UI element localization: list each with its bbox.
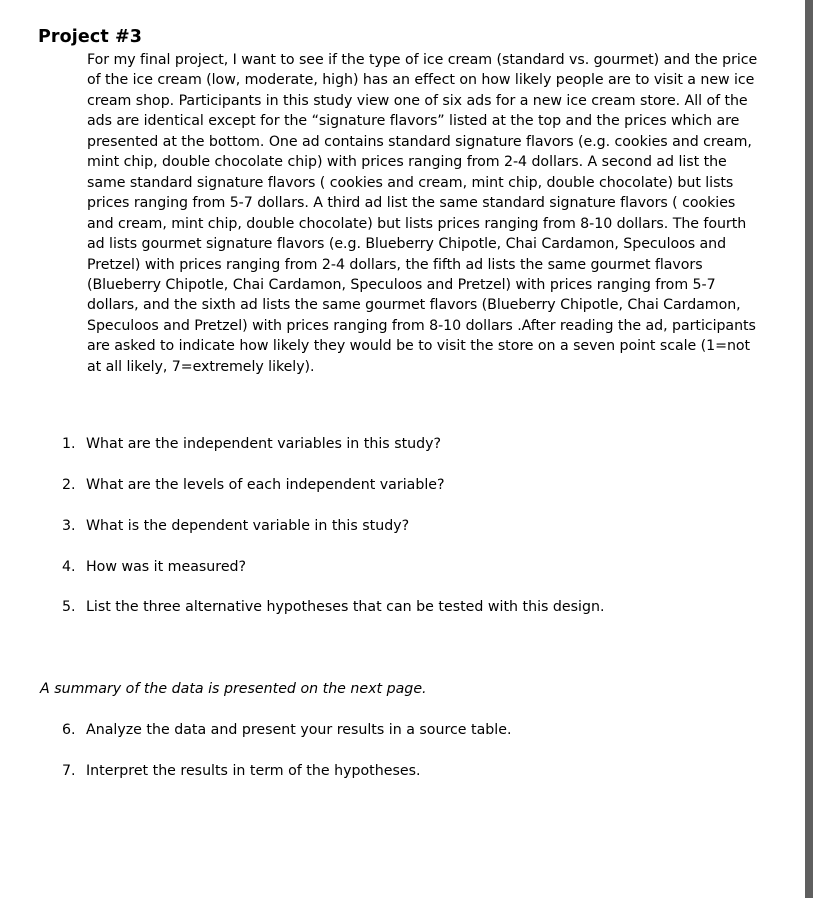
- question-item: [62, 477, 445, 493]
- question-number: 7.: [62, 763, 76, 779]
- question-number: 4.: [62, 559, 76, 575]
- question-number: 6.: [62, 722, 76, 738]
- question-text: Interpret the results in term of the hypotheses.: [86, 763, 421, 779]
- page-edge-border: [805, 0, 813, 898]
- question-item: [62, 436, 441, 452]
- question-text: What are the independent variables in this study?: [86, 436, 442, 452]
- question-text: What is the dependent variable in this study?: [86, 518, 410, 534]
- intro-paragraph: For my final project, I want to see if the type of ice cream (standard vs. gourmet) and the price of the ice cream (low, moderate, high) has an effect on how likely people are to visit a new ice cream shop. Participants in this study view one of six ads for a new ice cream store. All of the ads are identical except for the “signature flavors” listed at the top and the prices which are presented at the bottom. One ad contains standard signature flavors (e.g. cookies and cream, mint chip, double chocolate chip) with prices ranging from 2-4 dollars. A second ad list the same standard signature flavors ( cookies and cream, mint chip, double chocolate) but lists prices ranging from 5-7 dollars. A third ad list the same standard signature flavors ( cookies and cream, mint chip, double chocolate) but lists prices ranging from 8-10 dollars. The fourth ad lists gourmet signature flavors (e.g. Blueberry Chipotle, Chai Cardamon, Speculoos and Pretzel) with prices ranging from 2-4 dollars, the fifth ad lists the same gourmet flavors (Blueberry Chipotle, Chai Cardamon, Speculoos and Pretzel) with prices ranging from 5-7 dollars, and the sixth ad lists the same gourmet flavors (Blueberry Chipotle, Chai Cardamon, Speculoos and Pretzel) with prices ranging from 8-10 dollars .After reading the ad, participants are asked to indicate how likely they would be to visit the store on a seven point scale (1=not at all likely, 7=extremely likely).: [87, 52, 758, 375]
- question-item: [62, 599, 605, 615]
- question-item: [62, 763, 420, 779]
- question-number: 2.: [62, 477, 76, 493]
- question-text: What are the levels of each independent variable?: [86, 477, 445, 493]
- question-item: [62, 722, 511, 738]
- data-summary-note: A summary of the data is presented on the next page.: [40, 681, 427, 697]
- question-number: 1.: [62, 436, 76, 452]
- question-text: List the three alternative hypotheses that can be tested with this design.: [86, 599, 605, 615]
- question-item: [62, 559, 246, 575]
- question-number: 3.: [62, 518, 76, 534]
- page-title: Project #3: [38, 27, 143, 47]
- question-item: [62, 518, 409, 534]
- question-number: 5.: [62, 599, 76, 615]
- question-text: Analyze the data and present your results in a source table.: [86, 722, 512, 738]
- question-text: How was it measured?: [86, 559, 247, 575]
